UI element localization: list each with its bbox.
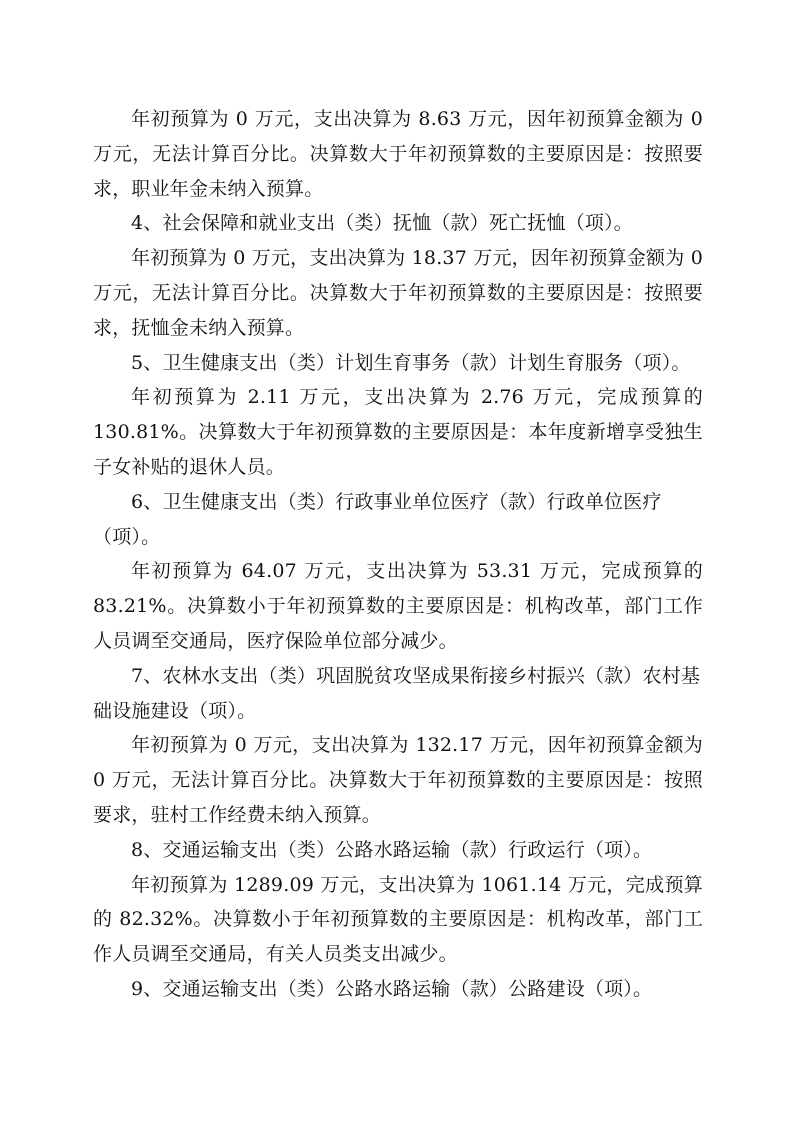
item-heading-5: 5、卫生健康支出（类）计划生育事务（款）计划生育服务（项）。 bbox=[131, 351, 691, 374]
paragraph-budget-occupational-annuity: 年初预算为 0 万元，支出决算为 8.63 万元，因年初预算金额为 0 万元，无法计算百分比。决算数大于年初预算数的主要原因是：按照要求，职业年金未纳入预算。 bbox=[93, 108, 703, 200]
item-heading-9: 9、交通运输支出（类）公路水路运输（款）公路建设（项）。 bbox=[131, 977, 653, 1000]
document-body bbox=[93, 102, 703, 1007]
paragraph-budget-rural-infrastructure: 年初预算为 0 万元，支出决算为 132.17 万元，因年初预算金额为 0 万元，无法计算百分比。决算数大于年初预算数的主要原因是：按照要求，驻村工作经费未纳入预算。 bbox=[93, 734, 703, 826]
paragraph-budget-death-pension: 年初预算为 0 万元，支出决算为 18.37 万元，因年初预算金额为 0 万元，无法计算百分比。决算数大于年初预算数的主要原因是：按照要求，抚恤金未纳入预算。 bbox=[93, 247, 703, 339]
paragraph-budget-road-admin: 年初预算为 1289.09 万元，支出决算为 1061.14 万元，完成预算的 82.32%。决算数小于年初预算数的主要原因是：机构改革，部门工作人员调至交通局，有关人员类支出减少。 bbox=[93, 873, 703, 966]
item-heading-4: 4、社会保障和就业支出（类）抚恤（款）死亡抚恤（项）。 bbox=[131, 212, 633, 235]
paragraph-budget-family-planning: 年初预算为 2.11 万元，支出决算为 2.76 万元，完成预算的 130.81%。决算数大于年初预算数的主要原因是：本年度新增享受独生子女补贴的退休人员。 bbox=[93, 386, 703, 478]
item-heading-8: 8、交通运输支出（类）公路水路运输（款）行政运行（项）。 bbox=[131, 838, 653, 861]
paragraph-budget-medical: 年初预算为 64.07 万元，支出决算为 53.31 万元，完成预算的 83.21%。决算数小于年初预算数的主要原因是：机构改革，部门工作人员调至交通局，医疗保险单位部分减少。 bbox=[93, 560, 703, 652]
item-heading-7: 7、农林水支出（类）巩固脱贫攻坚成果衔接乡村振兴（款）农村基础设施建设（项）。 bbox=[93, 664, 701, 722]
item-heading-6: 6、卫生健康支出（类）行政事业单位医疗（款）行政单位医疗（项）。 bbox=[93, 490, 662, 548]
